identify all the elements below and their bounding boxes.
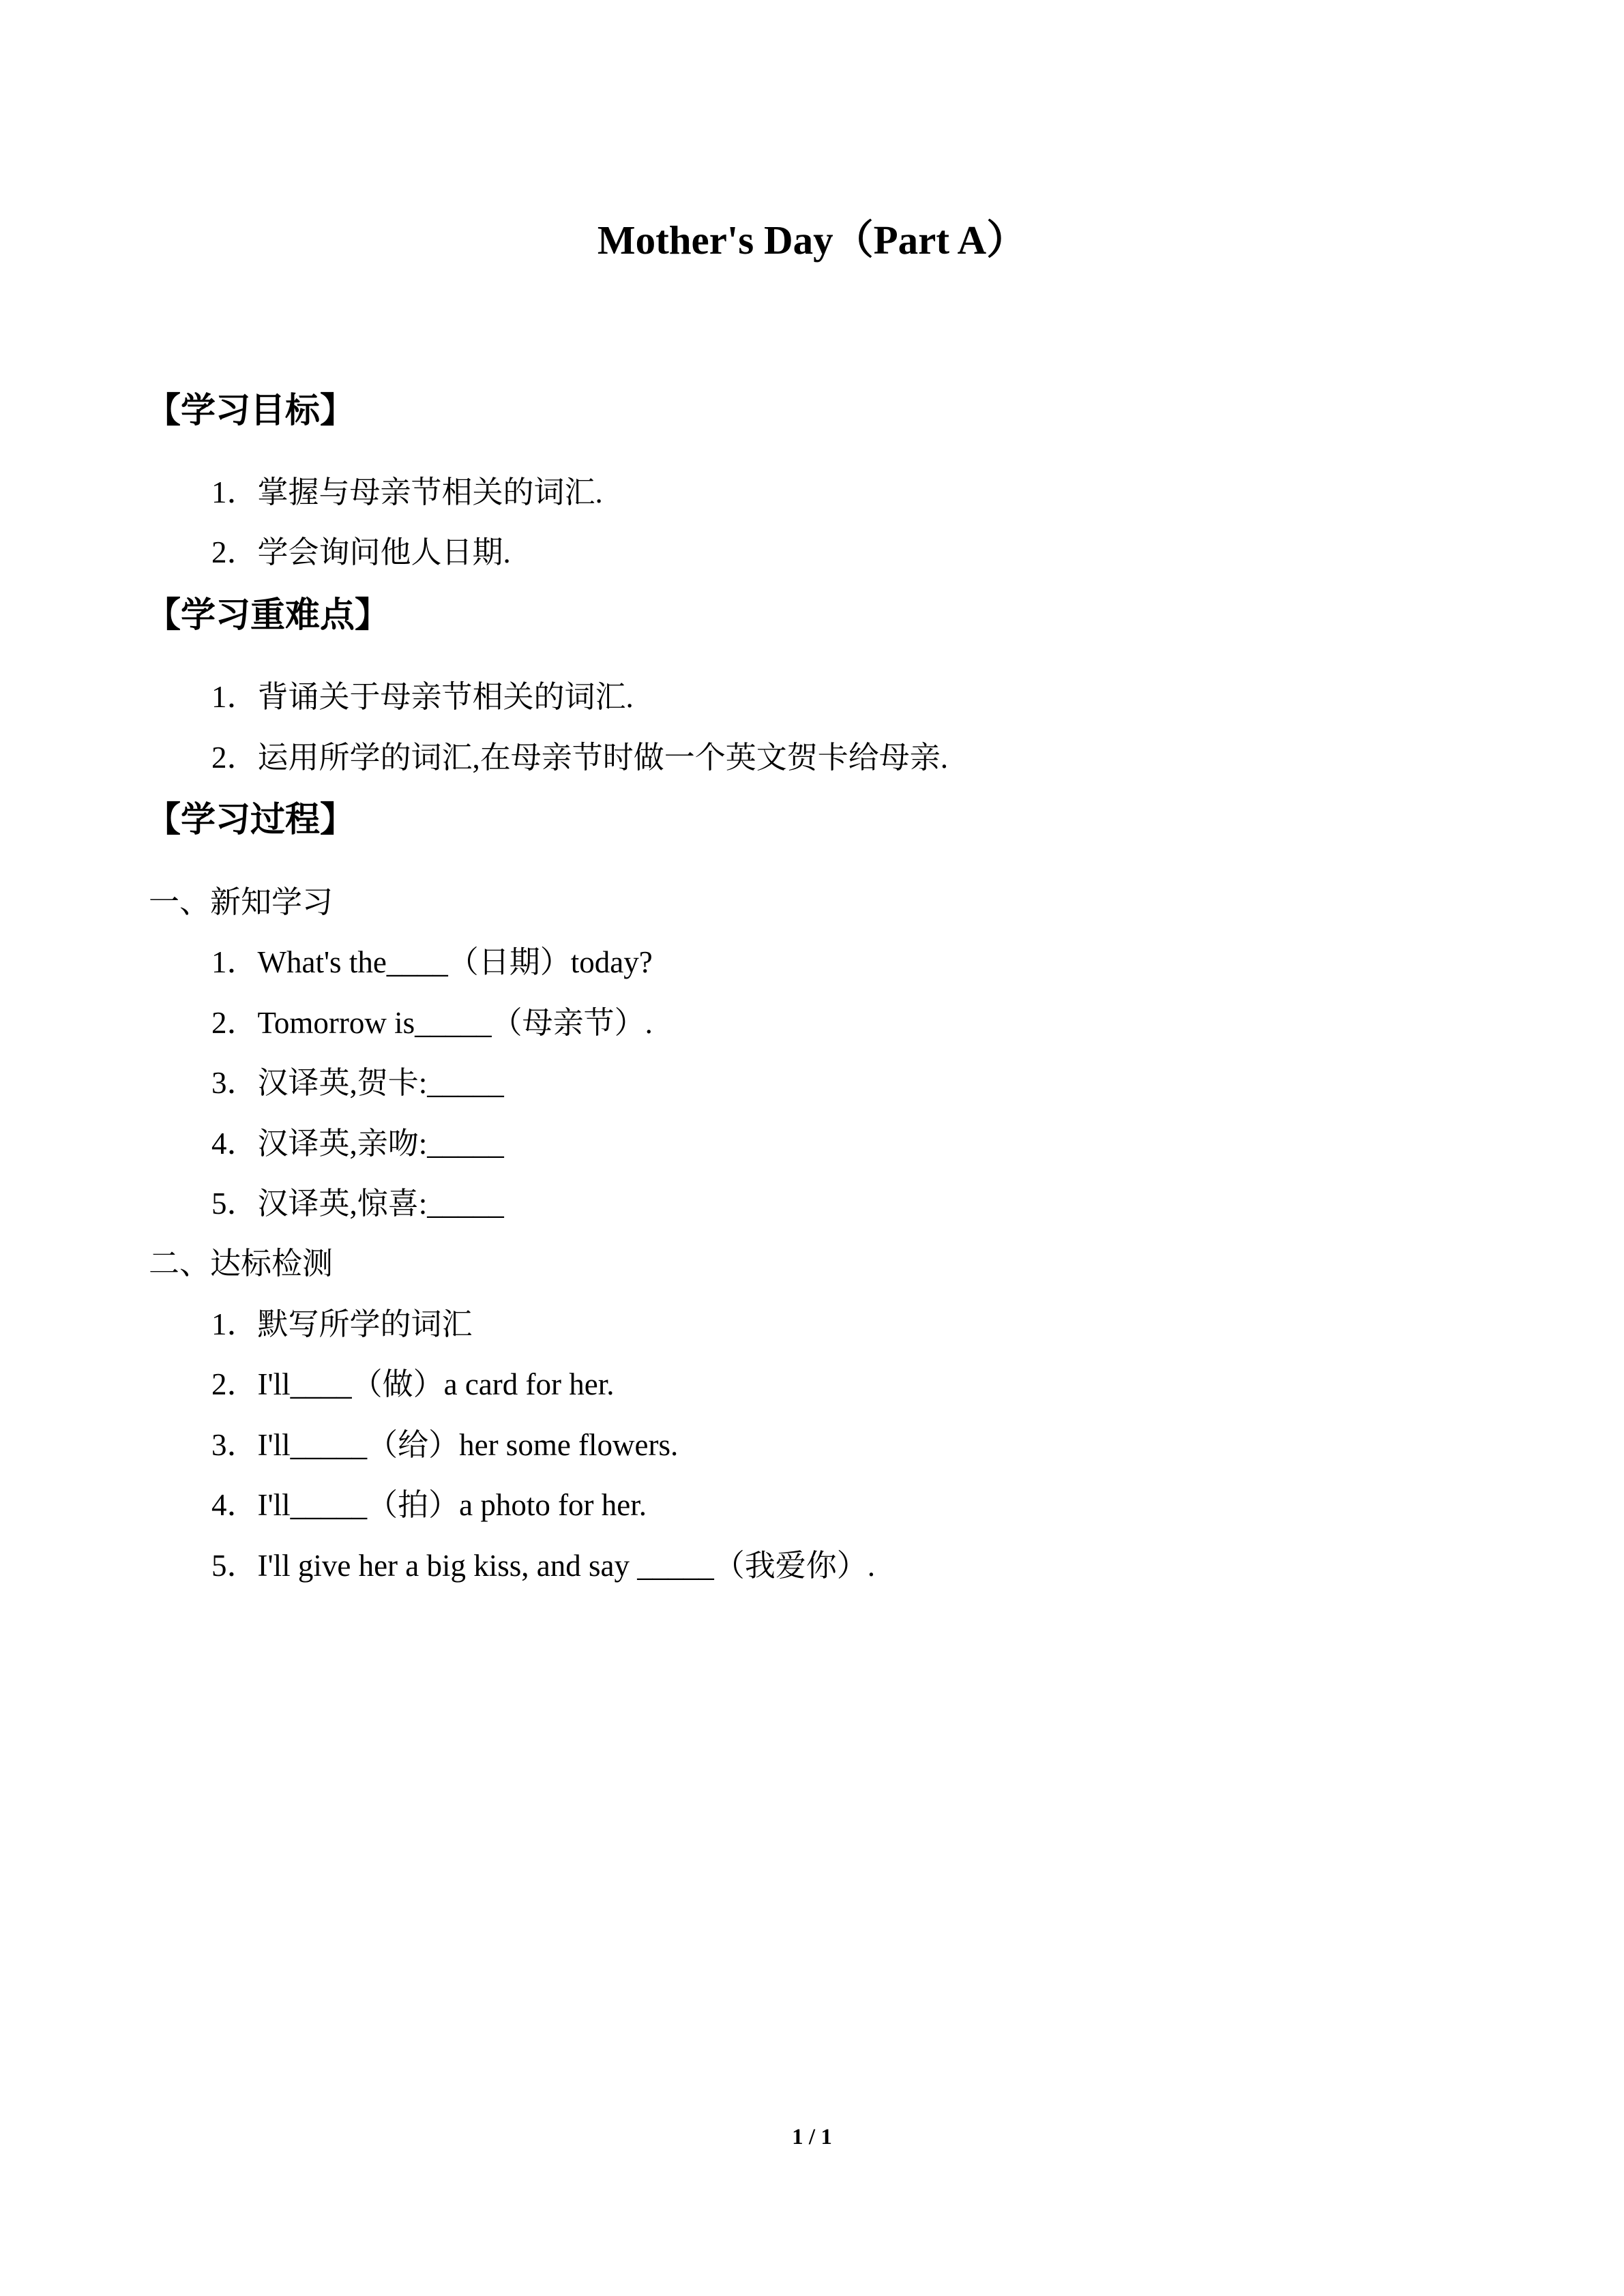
exercise-item: 1．What's the____（日期）today?	[211, 945, 653, 979]
page-title: Mother's Day（Part A）	[597, 218, 1027, 263]
exercise-item: 1．默写所学的词汇	[211, 1307, 473, 1341]
page-number: 1 / 1	[792, 2125, 832, 2149]
exercise-item: 3．汉译英,贺卡:_____	[211, 1066, 504, 1100]
part-label-assessment: 二、达标检测	[149, 1247, 334, 1281]
exercise-item: 2．I'll____（做）a card for her.	[211, 1367, 615, 1401]
section-heading-key-points: 【学习重难点】	[146, 595, 390, 636]
part-label-new-knowledge: 一、新知学习	[149, 885, 334, 919]
exercise-item: 4．汉译英,亲吻:_____	[211, 1127, 504, 1161]
section-heading-learning-goals: 【学习目标】	[146, 391, 355, 431]
list-item: 2．运用所学的词汇,在母亲节时做一个英文贺卡给母亲.	[211, 741, 949, 775]
list-item: 1．背诵关于母亲节相关的词汇.	[211, 680, 634, 714]
exercise-item: 2．Tomorrow is_____（母亲节）.	[211, 1006, 653, 1040]
list-item: 2．学会询问他人日期.	[211, 535, 511, 569]
exercise-item: 3．I'll_____（给）her some flowers.	[211, 1428, 679, 1462]
exercise-item: 5．汉译英,惊喜:_____	[211, 1187, 504, 1221]
section-heading-learning-process: 【学习过程】	[146, 800, 355, 840]
exercise-item: 4．I'll_____（拍）a photo for her.	[211, 1488, 647, 1522]
exercise-item: 5．I'll give her a big kiss, and say _____（我爱你）.	[211, 1549, 875, 1583]
list-item: 1．掌握与母亲节相关的词汇.	[211, 475, 603, 509]
